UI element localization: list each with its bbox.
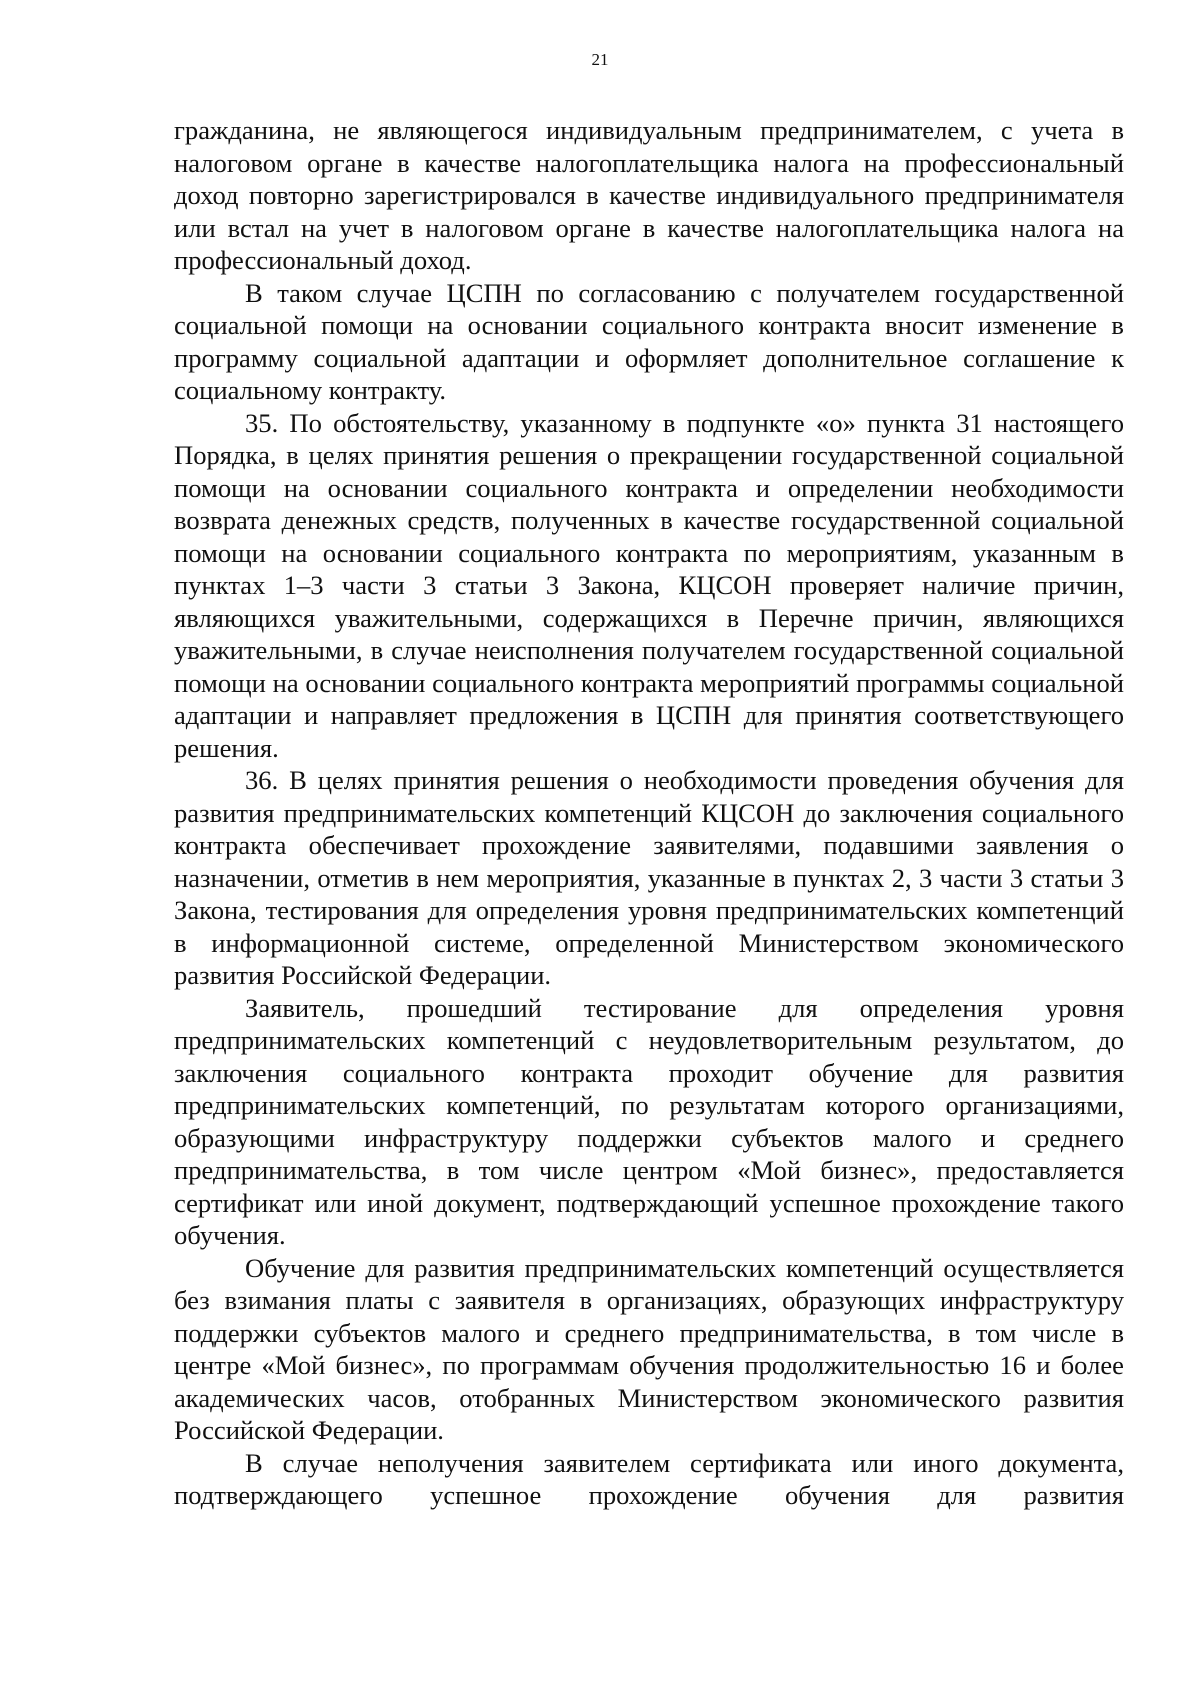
paragraph-tsspn-amendment: В таком случае ЦСПН по согласованию с получателем государственной социальной помощи на основании социального контракта вносит изменение в программу социальной адаптации и оформляет дополнительное соглашение к социальному контракту.: [174, 277, 1124, 405]
paragraph-no-certificate: В случае неполучения заявителем сертификата или иного документа, подтверждающего успешное прохождение обучения для развития: [174, 1447, 1124, 1510]
paragraph-applicant-testing: Заявитель, прошедший тестирование для определения уровня предпринимательских компетенций с неудовлетворительным результатом, до заключения социального контракта проходит обучение для развития предпринимательских компетенций, по результатам которого организациями, образующими инфраструктуру поддержки субъектов малого и среднего предпринимательства, в том числе центром «Мой бизнес», предоставляется сертификат или иной документ, подтверждающий успешное прохождение такого обучения.: [174, 992, 1124, 1250]
document-body: [174, 114, 1124, 1512]
paragraph-continuation: гражданина, не являющегося индивидуальным предпринимателем, с учета в налоговом органе в качестве налогоплательщика налога на профессиональный доход повторно зарегистрировался в качестве индивидуального предпринимателя или встал на учет в налоговом органе в качестве налогоплательщика налога на профессиональный доход.: [174, 115, 1124, 275]
paragraph-item-36: 36. В целях принятия решения о необходимости проведения обучения для развития предпринимательских компетенций КЦСОН до заключения социального контракта обеспечивает прохождение заявителями, подавшими заявления о назначении, отметив в нем мероприятия, указанные в пунктах 2, 3 части 3 статьи 3 Закона, тестирования для определения уровня предпринимательских компетенций в информационной системе, определенной Министерством экономического развития Российской Федерации.: [174, 765, 1124, 990]
paragraph-item-35: 35. По обстоятельству, указанному в подпункте «о» пункта 31 настоящего Порядка, в целях принятия решения о прекращении государственной социальной помощи на основании социального контракта и определении необходимости возврата денежных средств, полученных в качестве государственной социальной помощи на основании социального контракта по мероприятиям, указанным в пунктах 1–3 части 3 статьи 3 Закона, КЦСОН проверяет наличие причин, являющихся уважительными, содержащихся в Перечне причин, являющихся уважительными, в случае неисполнения получателем государственной социальной помощи на основании социального контракта мероприятий программы социальной адаптации и направляет предложения в ЦСПН для принятия соответствующего решения.: [174, 407, 1124, 763]
paragraph-training-conditions: Обучение для развития предпринимательских компетенций осуществляется без взимания платы с заявителя в организациях, образующих инфраструктуру поддержки субъектов малого и среднего предпринимательства, в том числе в центре «Мой бизнес», по программам обучения продолжительностью 16 и более академических часов, отобранных Министерством экономического развития Российской Федерации.: [174, 1252, 1124, 1445]
page-number: 21: [591, 50, 609, 69]
